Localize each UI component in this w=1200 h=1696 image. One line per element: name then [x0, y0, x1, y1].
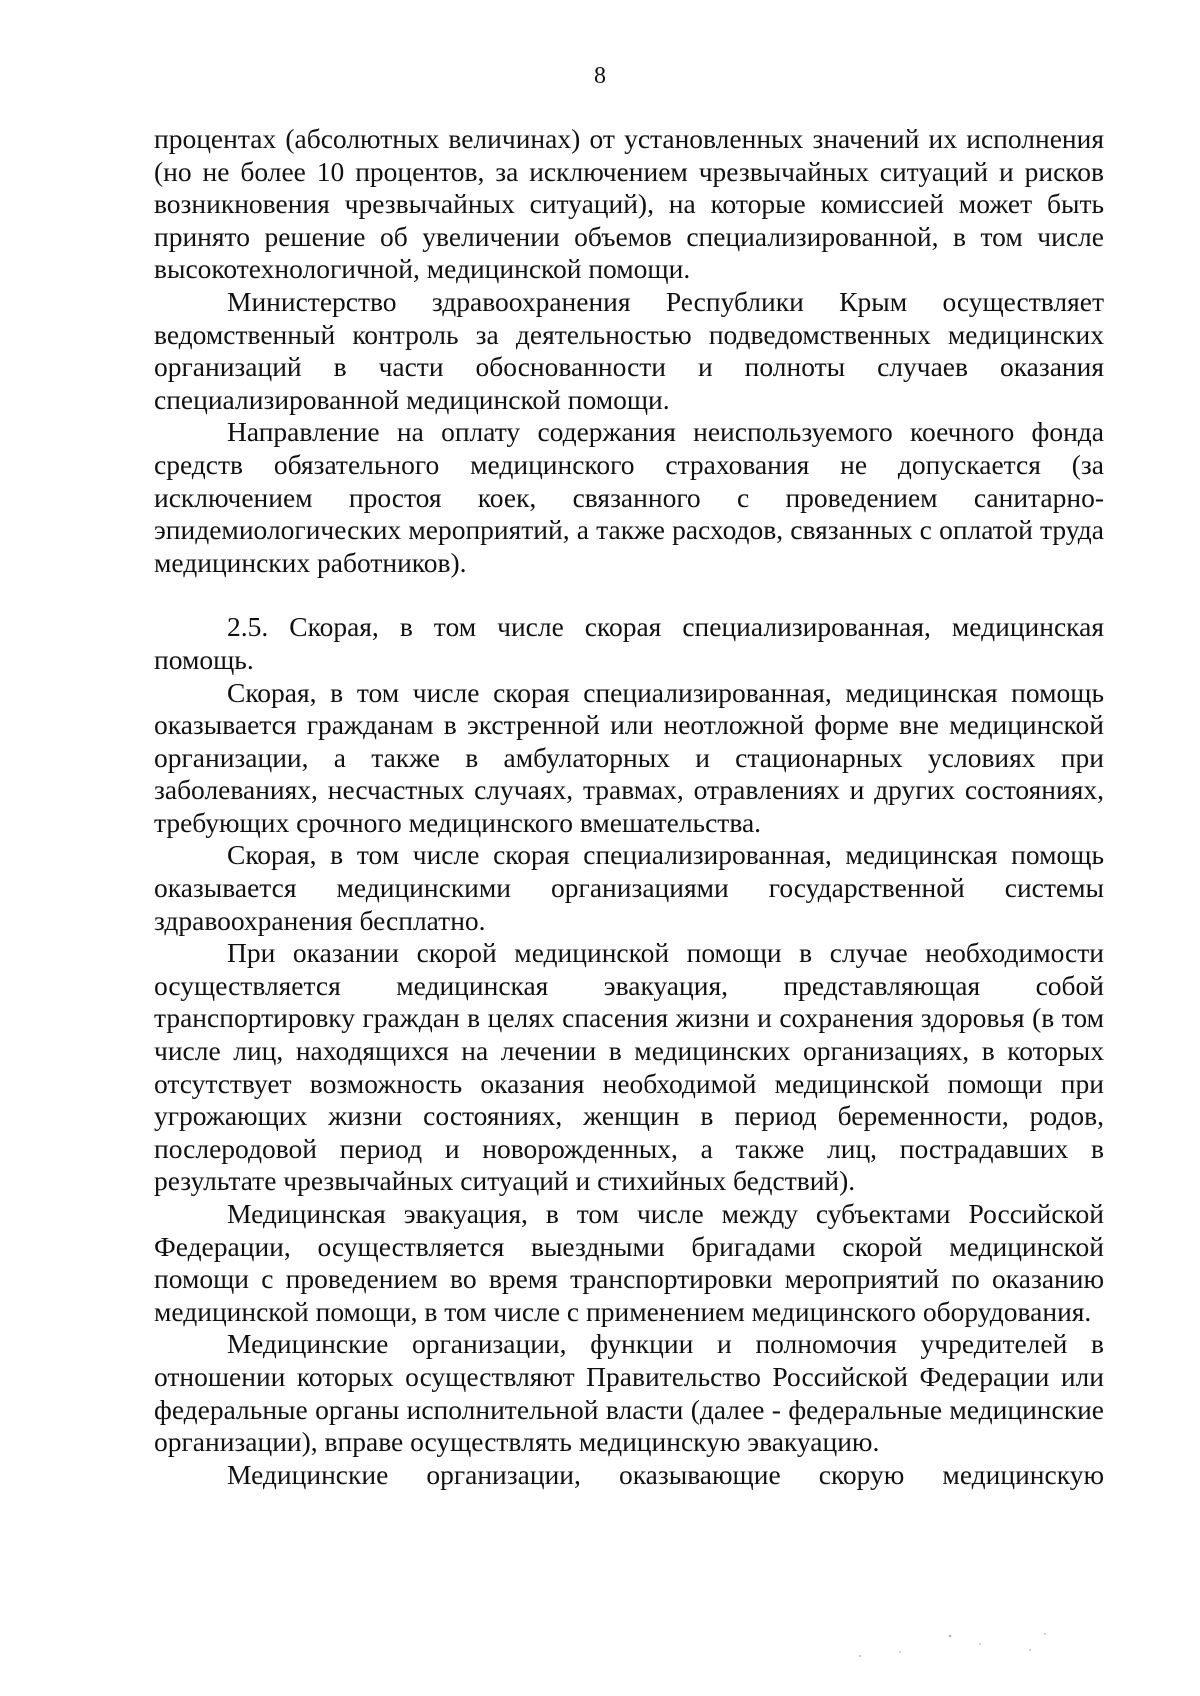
paragraph-truncated: Медицинские организации, оказывающие скорую медицинскую: [227, 1458, 1104, 1490]
paragraph-federal-organizations: Медицинские организации, функции и полномочия учредителей в отношении которых осуществляют Правительство Российской Федерации или федеральные органы исполнительной власти (далее - федеральные медицинские организации), вправе осуществлять медицинскую эвакуацию.: [154, 1328, 1104, 1458]
paragraph-continuation: процентах (абсолютных величинах) от установленных значений их исполнения (но не более 10 процентов, за исключением чрезвычайных ситуаций и рисков возникновения чрезвычайных ситуаций), на которые комиссией может быть принято решение об увеличении объемов специализированной, в том числе высокотехнологичной, медицинской помощи.: [154, 123, 1104, 285]
paragraph-medical-evacuation: При оказании скорой медицинской помощи в случае необходимости осуществляется медицинская эвакуация, представляющая собой транспортировку граждан в целях спасения жизни и сохранения здоровья (в том числе лиц, находящихся на лечении в медицинских организациях, в которых отсутствует возможность оказания необходимой медицинской помощи при угрожающих жизни состояниях, женщин в период беременности, родов, послеродовой период и новорожденных, а также лиц, пострадавших в результате чрезвычайных ситуаций и стихийных бедствий).: [154, 937, 1104, 1197]
document-body: [154, 123, 1104, 1491]
scan-artifacts: [840, 1606, 1080, 1666]
paragraph-emergency-care-definition: Скорая, в том числе скорая специализированная, медицинская помощь оказывается гражданам в экстренной или неотложной форме вне медицинской организации, а также в амбулаторных и стационарных условиях при заболеваниях, несчастных случаях, травмах, отравлениях и других состояниях, требующих срочного медицинского вмешательства.: [154, 676, 1104, 838]
paragraph-emergency-care-free: Скорая, в том числе скорая специализированная, медицинская помощь оказывается медицинскими организациями государственной системы здравоохранения бесплатно.: [154, 839, 1104, 936]
paragraph-bed-fund: Направление на оплату содержания неиспользуемого коечного фонда средств обязательного медицинского страхования не допускается (за исключением простоя коек, связанного с проведением санитарно-эпидемиологических мероприятий, а также расходов, связанных с оплатой труда медицинских работников).: [154, 416, 1104, 578]
paragraph-evacuation-between-regions: Медицинская эвакуация, в том числе между субъектами Российской Федерации, осуществляется выездными бригадами скорой медицинской помощи с проведением во время транспортировки мероприятий по оказанию медицинской помощи, в том числе с применением медицинского оборудования.: [154, 1198, 1104, 1327]
paragraph-ministry-control: Министерство здравоохранения Республики Крым осуществляет ведомственный контроль за деятельностью подведомственных медицинских организаций в части обоснованности и полноты случаев оказания специализированной медицинской помощи.: [154, 285, 1104, 415]
section-heading-2-5: 2.5. Скорая, в том числе скорая специализированная, медицинская помощь.: [154, 611, 1104, 675]
page-number: 8: [594, 63, 606, 89]
